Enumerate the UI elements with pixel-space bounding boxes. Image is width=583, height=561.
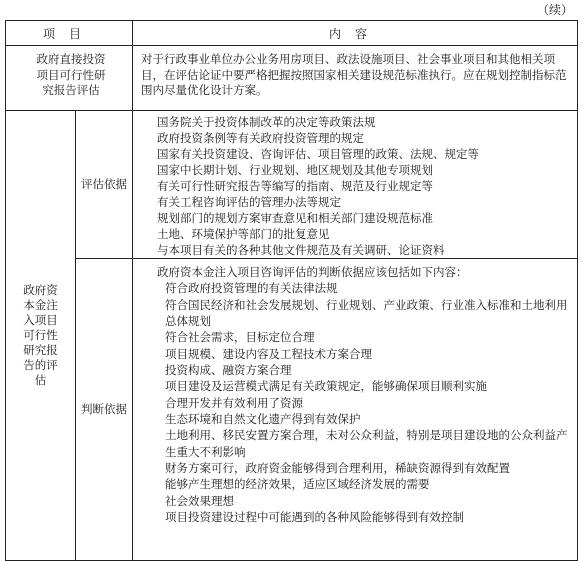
list-item: 国家有关投资建设、咨询评估、项目管理的政策、法规、规定等 <box>157 147 480 161</box>
group-label-line: 政府资 <box>23 283 58 297</box>
list-item: 项目建设及运营模式满足有关政策规定，能够确保项目顺利实施 <box>165 379 488 394</box>
list-item: 符合社会需求，目标定位合理 <box>165 330 315 345</box>
row1-content: 对于行政事业单位办公业务用房项目、政法设施项目、社会事业项目和其他相关项目，在评估论证中要严格把握按照国家相关建设规范标准执行。应在规划控制指标范围内尽量优化设计方案。 <box>133 46 578 111</box>
list-item: 符合政府投资管理的有关法律法规 <box>165 281 338 296</box>
list-item: 项目规模、建设内容及工程技术方案合理 <box>165 346 373 361</box>
list-item: 社会效果理想 <box>165 493 235 508</box>
list-item: 土地、环境保护等部门的批复意见 <box>157 227 330 241</box>
list-item: 与本项目有关的各种其他文件规范及有关调研、论证资料 <box>157 243 445 257</box>
row1-label-line: 政府直接投资 <box>36 52 106 66</box>
list-item: 规划部门的规划方案审查意见和相关部门建设规范标准 <box>157 211 434 225</box>
list-item: 生态环境和自然文化遗产得到有效保护 <box>165 412 361 427</box>
row1-label <box>6 46 133 111</box>
table-row-judgement <box>6 259 578 561</box>
group-label-line: 告的评 <box>23 358 58 372</box>
list-item: 土地利用、移民安置方案合理，未对公众利益，特别是项目建设地的公众利益产生重大不利影响 <box>165 428 568 459</box>
group-label-line: 研究报 <box>23 343 58 357</box>
group-label-line: 本金注 <box>23 298 58 312</box>
judgement-list <box>133 259 578 561</box>
list-item: 能够产生理想的经济效果，适应区域经济发展的需要 <box>165 477 430 492</box>
list-item: 投资构成、融资方案合理 <box>165 363 292 378</box>
group-label-line: 估 <box>34 373 47 387</box>
basis-list <box>133 111 578 259</box>
list-item: 有关可行性研究报告等编写的指南、规范及行业规定等 <box>157 179 434 193</box>
list-item: 国务院关于投资体制改革的决定等政策法规 <box>157 115 376 129</box>
table-row-direct-investment <box>6 46 578 111</box>
judgement-label: 判断依据 <box>76 259 133 561</box>
list-item: 政府投资条例等有关政府投资管理的规定 <box>157 131 365 145</box>
group-label <box>6 111 76 561</box>
group-label-line: 入项目 <box>23 313 58 327</box>
judgement-intro: 政府资本金注入项目咨询评估的判断依据应该包括如下内容： <box>157 265 468 279</box>
list-item: 合理开发并有效利用了资源 <box>165 395 304 410</box>
basis-label: 评估依据 <box>76 111 133 259</box>
row1-label-line: 项目可行性研 <box>36 67 106 82</box>
list-item: 符合国民经济和社会发展规划、行业规划、产业政策、行业准入标准和土地利用总体规划 <box>165 297 568 329</box>
group-label-line: 可行性 <box>23 328 58 342</box>
table-header-row <box>6 21 578 46</box>
continued-label: （续） <box>536 3 573 17</box>
header-content: 内容 <box>133 21 578 46</box>
evaluation-table <box>5 20 578 561</box>
list-item: 有关工程咨询评估的管理办法等规定 <box>157 195 342 209</box>
list-item: 财务方案可行，政府资金能够得到合理利用，稀缺资源得到有效配置 <box>165 461 511 476</box>
list-item: 国家中长期计划、行业规划、地区规划及其他专项规划 <box>157 163 434 177</box>
table-row-basis <box>6 111 578 259</box>
list-item: 项目投资建设过程中可能遇到的各种风险能够得到有效控制 <box>165 510 465 525</box>
row1-label-line: 究报告评估 <box>42 83 100 97</box>
header-project: 项目 <box>6 21 133 46</box>
